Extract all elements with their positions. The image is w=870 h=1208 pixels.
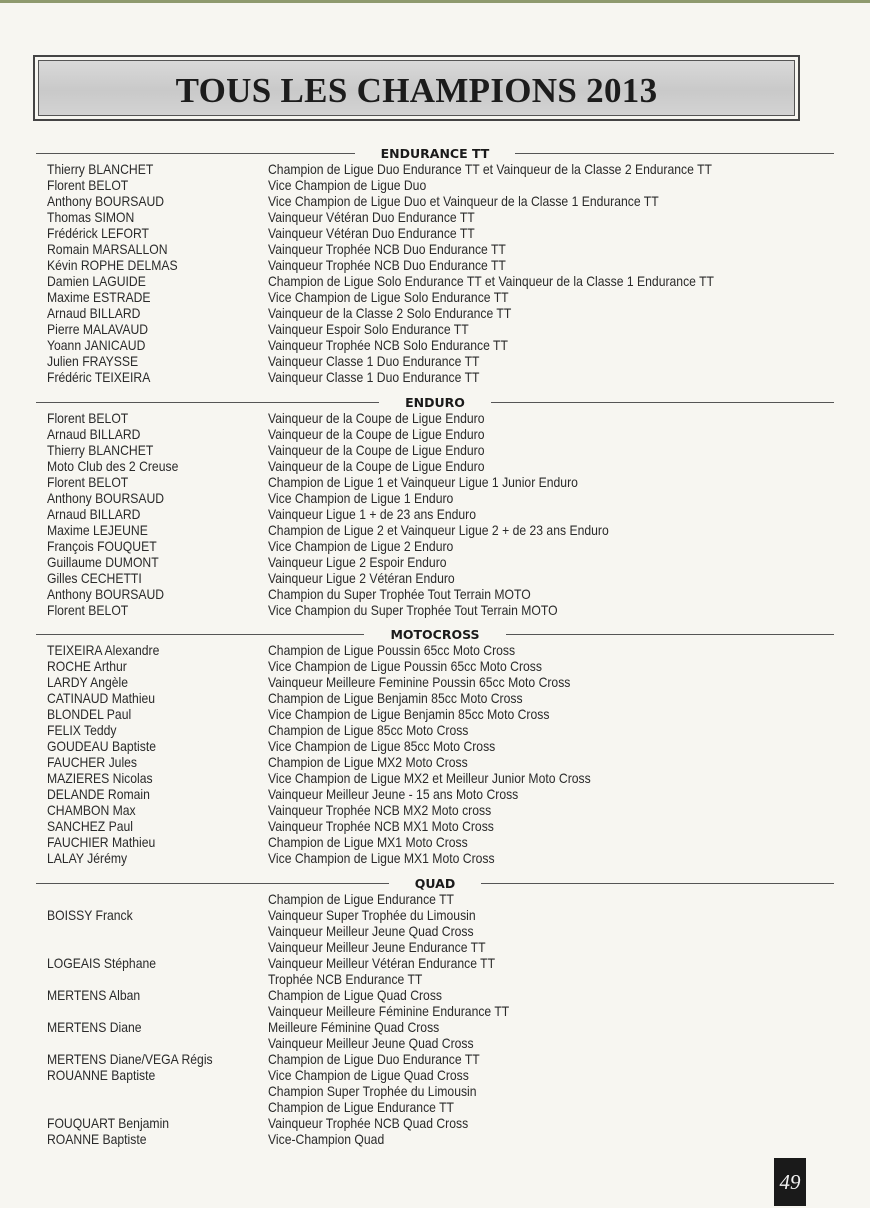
champion-row [0, 289, 870, 305]
champion-name: Florent BELOT [47, 474, 129, 490]
champion-name: MERTENS Diane [47, 1019, 142, 1035]
champion-name: Anthony BOURSAUD [47, 193, 165, 209]
champion-row [0, 337, 870, 353]
champion-title: Champion de Ligue MX1 Moto Cross [268, 834, 468, 850]
champion-row [0, 834, 870, 850]
champion-row [0, 907, 870, 923]
champion-title: Champion du Super Trophée Tout Terrain MOTO [268, 586, 531, 602]
champion-name: Kévin ROPHE DELMAS [47, 257, 178, 273]
champion-name: FAUCHER Jules [47, 754, 138, 770]
title-banner-inner [38, 60, 795, 116]
champion-title: Vainqueur Ligue 1 + de 23 ans Enduro [268, 506, 477, 522]
champion-title: Vainqueur Trophée NCB Quad Cross [268, 1115, 469, 1131]
champion-name: Guillaume DUMONT [47, 554, 159, 570]
champion-row [0, 161, 870, 177]
champion-row [0, 410, 870, 426]
champion-name: BOISSY Franck [47, 907, 133, 923]
champion-row [0, 971, 870, 987]
champion-title: Vainqueur Meilleur Jeune Endurance TT [268, 939, 486, 955]
champion-title: Champion de Ligue MX2 Moto Cross [268, 754, 468, 770]
champion-row [0, 891, 870, 907]
champion-name: Frédéric TEIXEIRA [47, 369, 151, 385]
champion-row [0, 706, 870, 722]
champion-row [0, 850, 870, 866]
champion-row [0, 987, 870, 1003]
champion-title: Vainqueur Trophée NCB Duo Endurance TT [268, 257, 506, 273]
champion-name: Julien FRAYSSE [47, 353, 139, 369]
champion-row [0, 1115, 870, 1131]
champion-title: Vice Champion de Ligue Quad Cross [268, 1067, 469, 1083]
champion-name: Arnaud BILLARD [47, 426, 141, 442]
champion-row [0, 369, 870, 385]
champion-title: Meilleure Féminine Quad Cross [268, 1019, 440, 1035]
champion-title: Vainqueur Ligue 2 Espoir Enduro [268, 554, 447, 570]
champion-name: BLONDEL Paul [47, 706, 132, 722]
champion-title: Vainqueur de la Coupe de Ligue Enduro [268, 458, 485, 474]
champion-title: Vice Champion de Ligue MX1 Moto Cross [268, 850, 495, 866]
champion-title: Champion de Ligue Quad Cross [268, 987, 443, 1003]
section-motocross [0, 627, 870, 866]
champion-title: Vice Champion de Ligue Benjamin 85cc Moto Cross [268, 706, 550, 722]
champion-title: Champion de Ligue Benjamin 85cc Moto Cross [268, 690, 523, 706]
champion-row [0, 305, 870, 321]
champion-row [0, 658, 870, 674]
champion-row [0, 538, 870, 554]
champion-title: Vainqueur Super Trophée du Limousin [268, 907, 476, 923]
top-border-line [0, 0, 870, 3]
champion-row [0, 722, 870, 738]
champion-name: ROANNE Baptiste [47, 1131, 147, 1147]
champion-title: Vainqueur Vétéran Duo Endurance TT [268, 209, 475, 225]
champion-title: Vainqueur Espoir Solo Endurance TT [268, 321, 469, 337]
champion-row [0, 770, 870, 786]
champion-title: Vainqueur Ligue 2 Vétéran Enduro [268, 570, 455, 586]
champion-row [0, 1019, 870, 1035]
champion-row [0, 490, 870, 506]
champion-title: Champion de Ligue 1 et Vainqueur Ligue 1 Junior Enduro [268, 474, 578, 490]
champion-name: CATINAUD Mathieu [47, 690, 156, 706]
champion-row [0, 442, 870, 458]
champion-row [0, 1003, 870, 1019]
champion-title: Vainqueur Meilleur Jeune - 15 ans Moto Cross [268, 786, 519, 802]
champion-name: FOUQUART Benjamin [47, 1115, 170, 1131]
champion-name: MERTENS Diane/VEGA Régis [47, 1051, 213, 1067]
champion-title: Champion de Ligue Duo Endurance TT [268, 1051, 480, 1067]
champion-row [0, 602, 870, 618]
champion-row [0, 353, 870, 369]
champion-row [0, 786, 870, 802]
champion-name: DELANDE Romain [47, 786, 150, 802]
champion-name: Moto Club des 2 Creuse [47, 458, 179, 474]
champion-name: ROCHE Arthur [47, 658, 127, 674]
champion-name: François FOUQUET [47, 538, 157, 554]
champion-row [0, 642, 870, 658]
champion-title: Vice Champion de Ligue 2 Enduro [268, 538, 454, 554]
champion-title: Vainqueur de la Coupe de Ligue Enduro [268, 442, 485, 458]
champion-title: Vainqueur de la Coupe de Ligue Enduro [268, 426, 485, 442]
champion-title: Vainqueur de la Coupe de Ligue Enduro [268, 410, 485, 426]
champion-title: Vainqueur Trophée NCB MX2 Moto cross [268, 802, 492, 818]
section-heading: ENDURO [379, 395, 491, 410]
champion-name: TEIXEIRA Alexandre [47, 642, 160, 658]
champion-name: Thierry BLANCHET [47, 161, 154, 177]
champion-title: Vainqueur Meilleure Feminine Poussin 65cc Moto Cross [268, 674, 571, 690]
champion-name: FAUCHIER Mathieu [47, 834, 156, 850]
champion-name: GOUDEAU Baptiste [47, 738, 156, 754]
champion-title: Vainqueur de la Classe 2 Solo Endurance TT [268, 305, 512, 321]
champion-title: Vice Champion du Super Trophée Tout Terrain MOTO [268, 602, 558, 618]
champion-row [0, 554, 870, 570]
champion-title: Trophée NCB Endurance TT [268, 971, 423, 987]
champion-title: Vainqueur Trophée NCB MX1 Moto Cross [268, 818, 494, 834]
champion-title: Vainqueur Classe 1 Duo Endurance TT [268, 369, 480, 385]
section-heading: MOTOCROSS [364, 627, 505, 642]
champion-row [0, 1131, 870, 1147]
champion-row [0, 193, 870, 209]
champion-name: LALAY Jérémy [47, 850, 128, 866]
champion-name: Frédérick LEFORT [47, 225, 149, 241]
champion-name: Maxime LEJEUNE [47, 522, 148, 538]
champion-name: Thierry BLANCHET [47, 442, 154, 458]
champion-row [0, 522, 870, 538]
champion-name: MAZIERES Nicolas [47, 770, 153, 786]
champion-row [0, 802, 870, 818]
champion-row [0, 1067, 870, 1083]
champion-row [0, 923, 870, 939]
champion-title: Vice Champion de Ligue Duo [268, 177, 427, 193]
champion-row [0, 754, 870, 770]
champion-title: Vice Champion de Ligue 1 Enduro [268, 490, 454, 506]
title-banner [33, 55, 800, 121]
champion-title: Vainqueur Vétéran Duo Endurance TT [268, 225, 475, 241]
page-number: 49 [774, 1158, 806, 1206]
champion-name: Thomas SIMON [47, 209, 135, 225]
champion-row [0, 955, 870, 971]
champion-title: Vainqueur Meilleur Jeune Quad Cross [268, 1035, 474, 1051]
champion-title: Champion de Ligue Duo Endurance TT et Vainqueur de la Classe 2 Endurance TT [268, 161, 712, 177]
champion-title: Vice Champion de Ligue Poussin 65cc Moto Cross [268, 658, 542, 674]
champion-title: Champion de Ligue 85cc Moto Cross [268, 722, 469, 738]
champion-title: Vainqueur Meilleur Jeune Quad Cross [268, 923, 474, 939]
champion-title: Champion de Ligue 2 et Vainqueur Ligue 2 + de 23 ans Enduro [268, 522, 609, 538]
champion-name: Florent BELOT [47, 410, 129, 426]
champion-row [0, 506, 870, 522]
champion-row [0, 939, 870, 955]
champion-name: LARDY Angèle [47, 674, 129, 690]
champion-name: Pierre MALAVAUD [47, 321, 149, 337]
champion-title: Vainqueur Meilleur Vétéran Endurance TT [268, 955, 496, 971]
champion-title: Champion de Ligue Endurance TT [268, 891, 454, 907]
champion-name: MERTENS Alban [47, 987, 141, 1003]
champion-row [0, 257, 870, 273]
champion-name: Damien LAGUIDE [47, 273, 146, 289]
champion-title: Champion Super Trophée du Limousin [268, 1083, 477, 1099]
champion-row [0, 177, 870, 193]
champion-title: Vainqueur Trophée NCB Duo Endurance TT [268, 241, 506, 257]
champion-name: ROUANNE Baptiste [47, 1067, 156, 1083]
section-endurance-tt [0, 146, 870, 385]
champion-row [0, 426, 870, 442]
champion-row [0, 225, 870, 241]
champion-row [0, 241, 870, 257]
champion-name: Maxime ESTRADE [47, 289, 151, 305]
champion-row [0, 273, 870, 289]
champion-name: Arnaud BILLARD [47, 506, 141, 522]
champion-title: Vainqueur Trophée NCB Solo Endurance TT [268, 337, 508, 353]
section-header [0, 395, 870, 410]
champion-row [0, 586, 870, 602]
champion-row [0, 674, 870, 690]
champion-title: Vice Champion de Ligue 85cc Moto Cross [268, 738, 496, 754]
champion-name: Gilles CECHETTI [47, 570, 142, 586]
champion-name: SANCHEZ Paul [47, 818, 133, 834]
champion-title: Champion de Ligue Solo Endurance TT et Vainqueur de la Classe 1 Endurance TT [268, 273, 714, 289]
champion-title: Vice Champion de Ligue Duo et Vainqueur de la Classe 1 Endurance TT [268, 193, 659, 209]
champion-row [0, 1083, 870, 1099]
page-title: TOUS LES CHAMPIONS 2013 [175, 71, 658, 110]
champion-row [0, 321, 870, 337]
champion-row [0, 458, 870, 474]
section-header [0, 627, 870, 642]
champion-name: Anthony BOURSAUD [47, 586, 165, 602]
champion-name: Romain MARSALLON [47, 241, 168, 257]
section-quad [0, 876, 870, 1147]
section-header [0, 146, 870, 161]
champion-title: Vice Champion de Ligue MX2 et Meilleur Junior Moto Cross [268, 770, 591, 786]
section-heading: QUAD [389, 876, 481, 891]
champion-row [0, 209, 870, 225]
section-header [0, 876, 870, 891]
champion-row [0, 818, 870, 834]
champion-name: Arnaud BILLARD [47, 305, 141, 321]
champion-name: CHAMBON Max [47, 802, 136, 818]
champion-name: Florent BELOT [47, 177, 129, 193]
champion-title: Champion de Ligue Endurance TT [268, 1099, 454, 1115]
champion-row [0, 738, 870, 754]
champion-row [0, 570, 870, 586]
champion-name: Anthony BOURSAUD [47, 490, 165, 506]
champion-title: Vainqueur Meilleure Féminine Endurance TT [268, 1003, 510, 1019]
section-heading: ENDURANCE TT [355, 146, 516, 161]
champion-row [0, 474, 870, 490]
champion-name: FELIX Teddy [47, 722, 117, 738]
champion-name: Florent BELOT [47, 602, 129, 618]
champion-title: Vice-Champion Quad [268, 1131, 385, 1147]
champion-row [0, 690, 870, 706]
champion-name: Yoann JANICAUD [47, 337, 146, 353]
champion-title: Vice Champion de Ligue Solo Endurance TT [268, 289, 509, 305]
section-enduro [0, 395, 870, 618]
champion-row [0, 1035, 870, 1051]
champion-name: LOGEAIS Stéphane [47, 955, 157, 971]
champion-title: Vainqueur Classe 1 Duo Endurance TT [268, 353, 480, 369]
champion-title: Champion de Ligue Poussin 65cc Moto Cross [268, 642, 516, 658]
champion-row [0, 1051, 870, 1067]
champion-row [0, 1099, 870, 1115]
